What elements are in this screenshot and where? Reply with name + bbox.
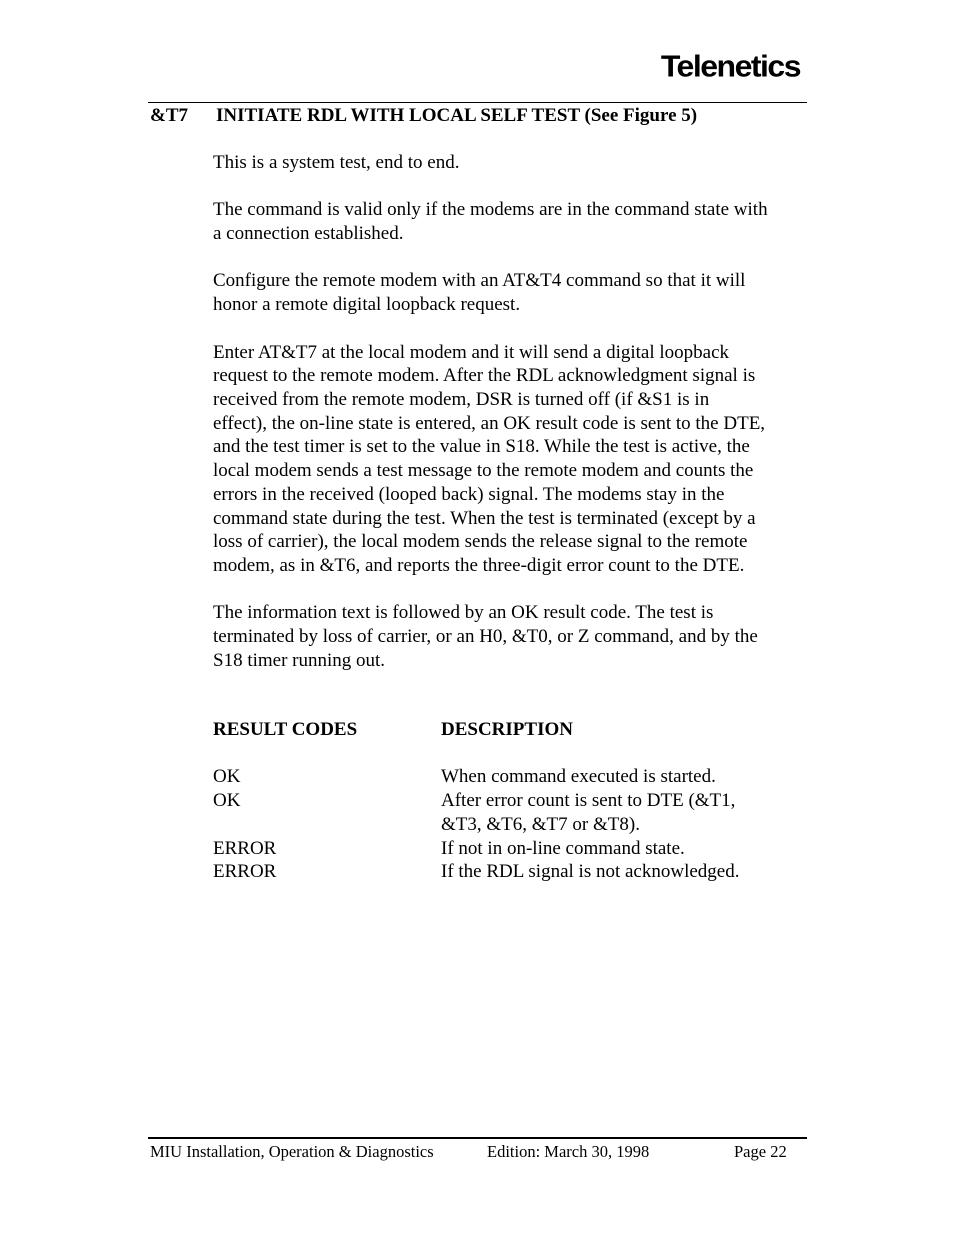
body-text <box>213 151 813 696</box>
result-code: ERROR <box>213 837 277 859</box>
result-description: If not in on-line command state. <box>441 837 685 859</box>
result-codes-column-header: RESULT CODES <box>213 719 358 740</box>
paragraph: Configure the remote modem with an AT&T4 command so that it will honor a remote digital loopback request. <box>213 270 746 316</box>
result-code: OK <box>213 766 241 788</box>
table-row <box>213 860 813 884</box>
result-codes-header <box>213 718 813 742</box>
result-codes-table <box>213 718 813 884</box>
paragraph: The command is valid only if the modems are in the command state with a connection established. <box>213 199 768 245</box>
section-title: INITIATE RDL WITH LOCAL SELF TEST (See Figure 5) <box>216 105 698 126</box>
section-code: &T7 <box>150 105 188 126</box>
description-column-header: DESCRIPTION <box>441 719 573 740</box>
footer-page-number: Page 22 <box>734 1142 787 1161</box>
result-code: ERROR <box>213 861 277 883</box>
section-heading <box>150 104 697 128</box>
footer-document-title: MIU Installation, Operation & Diagnostics <box>150 1142 434 1161</box>
result-code: OK <box>213 790 241 812</box>
footer-edition: Edition: March 30, 1998 <box>487 1142 650 1161</box>
result-description: If the RDL signal is not acknowledged. <box>441 861 740 883</box>
paragraph: This is a system test, end to end. <box>213 152 460 173</box>
table-row <box>213 765 813 789</box>
table-row <box>213 789 813 836</box>
paragraph: Enter AT&T7 at the local modem and it will send a digital loopback request to the remote modem. After the RDL acknowledgment signal is received from the remote modem, DSR is turned off (if &S1 is in effect), the on-line state is entered, an OK result code is sent to the DTE, and the test timer is set to the value in S18. While the test is active, the local modem sends a test message to the remote modem and counts the errors in the received (looped back) signal. The modems stay in the command state during the test. When the test is terminated (except by a loss of carrier), the local modem sends the release signal to the remote modem, as in &T6, and reports the three-digit error count to the DTE. <box>213 341 766 576</box>
company-logo: Telenetics <box>660 48 800 84</box>
header-rule <box>148 102 807 103</box>
table-row <box>213 837 813 861</box>
result-description: When command executed is started. <box>441 766 716 788</box>
footer-rule <box>148 1137 807 1139</box>
result-description: After error count is sent to DTE (&T1, &T3, &T6, &T7 or &T8). <box>441 790 736 835</box>
paragraph: The information text is followed by an OK result code. The test is terminated by loss of carrier, or an H0, &T0, or Z command, and by the S18 timer running out. <box>213 602 758 671</box>
